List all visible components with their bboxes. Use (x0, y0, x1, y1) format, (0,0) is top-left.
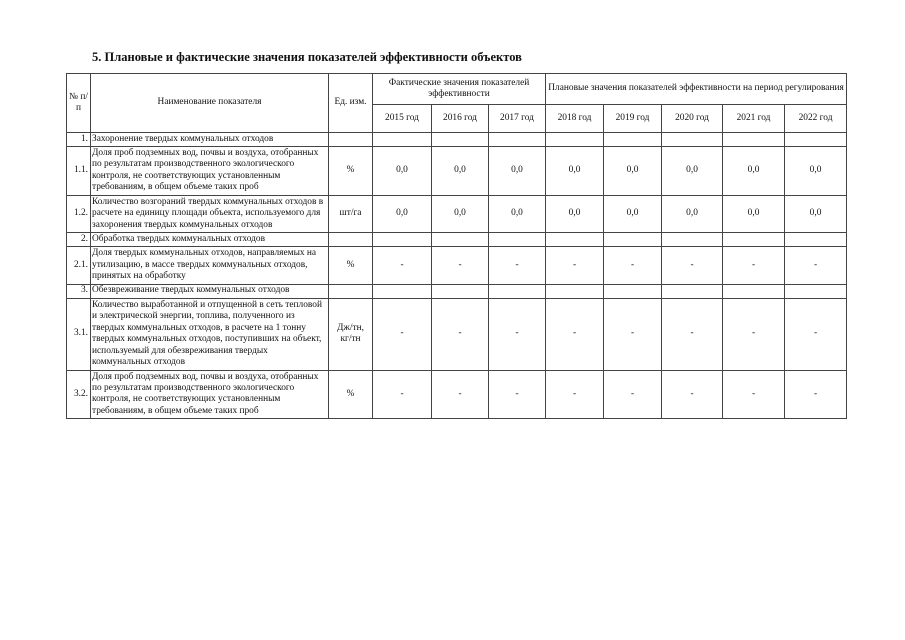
value-cell (546, 233, 604, 247)
value-cell (546, 133, 604, 147)
value-cell: 0,0 (662, 195, 723, 232)
unit-cell: Дж/тн, кг/тн (329, 298, 373, 370)
col-header-year: 2022 год (785, 105, 847, 133)
value-cell: 0,0 (785, 147, 847, 196)
value-cell: 0,0 (604, 195, 662, 232)
table-row (67, 370, 847, 419)
value-cell: - (432, 247, 489, 284)
indicators-table (66, 73, 847, 419)
value-cell: - (373, 247, 432, 284)
value-cell: 0,0 (373, 195, 432, 232)
value-cell: - (785, 370, 847, 419)
value-cell (546, 284, 604, 298)
value-cell (785, 133, 847, 147)
value-cell: - (546, 370, 604, 419)
value-cell: - (373, 298, 432, 370)
value-cell: - (373, 370, 432, 419)
value-cell (373, 233, 432, 247)
section-row (67, 133, 847, 147)
value-cell: 0,0 (723, 195, 785, 232)
section-title: Обезвреживание твердых коммунальных отходов (91, 284, 329, 298)
table-row (67, 247, 847, 284)
value-cell (604, 233, 662, 247)
row-number: 3.2. (67, 370, 91, 419)
value-cell: - (432, 370, 489, 419)
value-cell (662, 133, 723, 147)
section-row (67, 233, 847, 247)
col-header-name: Наименование показателя (91, 74, 329, 133)
value-cell: - (662, 298, 723, 370)
section-title: Обработка твердых коммунальных отходов (91, 233, 329, 247)
value-cell (662, 284, 723, 298)
value-cell: 0,0 (723, 147, 785, 196)
value-cell: 0,0 (489, 147, 546, 196)
value-cell: - (546, 247, 604, 284)
value-cell (785, 233, 847, 247)
value-cell (489, 133, 546, 147)
col-header-year: 2020 год (662, 105, 723, 133)
value-cell: 0,0 (432, 147, 489, 196)
value-cell: - (489, 298, 546, 370)
col-header-year: 2016 год (432, 105, 489, 133)
value-cell (432, 233, 489, 247)
row-number: 3. (67, 284, 91, 298)
value-cell: - (662, 370, 723, 419)
indicator-name: Доля твердых коммунальных отходов, направляемых на утилизацию, в массе твердых коммунальных отходов, принятых на обработку (91, 247, 329, 284)
indicator-name: Доля проб подземных вод, почвы и воздуха, отобранных по результатам производственного экологического контроля, не соответствующих установленным требованиям, в общем объеме таких проб (91, 370, 329, 419)
unit-cell (329, 284, 373, 298)
unit-cell: % (329, 147, 373, 196)
col-header-year: 2015 год (373, 105, 432, 133)
indicator-name: Количество выработанной и отпущенной в сеть тепловой и электрической энергии, топлива, полученного из твердых коммунальных отходов, в расчете на 1 тонну твердых коммунальных отходов, поступивших на объект, используемый для обезвреживания твердых коммунальных отходов (91, 298, 329, 370)
col-header-year: 2017 год (489, 105, 546, 133)
value-cell: - (489, 247, 546, 284)
value-cell: - (546, 298, 604, 370)
unit-cell (329, 233, 373, 247)
section-row (67, 284, 847, 298)
col-header-plan-group: Плановые значения показателей эффективности на период регулирования (546, 74, 847, 105)
indicator-name: Количество возгораний твердых коммунальных отходов в расчете на единицу площади объекта, используемого для захоронения твердых коммунальных отходов (91, 195, 329, 232)
row-number: 1. (67, 133, 91, 147)
indicator-name: Доля проб подземных вод, почвы и воздуха, отобранных по результатам производственного экологического контроля, не соответствующих установленным требованиям, в общем объеме таких проб (91, 147, 329, 196)
value-cell: 0,0 (662, 147, 723, 196)
row-number: 2.1. (67, 247, 91, 284)
value-cell: 0,0 (489, 195, 546, 232)
value-cell: - (662, 247, 723, 284)
table-row (67, 298, 847, 370)
value-cell: - (489, 370, 546, 419)
row-number: 1.2. (67, 195, 91, 232)
col-header-unit: Ед. изм. (329, 74, 373, 133)
unit-cell: % (329, 370, 373, 419)
value-cell (432, 133, 489, 147)
value-cell: 0,0 (546, 195, 604, 232)
value-cell: - (604, 247, 662, 284)
col-header-year: 2018 год (546, 105, 604, 133)
value-cell (723, 233, 785, 247)
value-cell: - (785, 298, 847, 370)
value-cell (432, 284, 489, 298)
value-cell (723, 284, 785, 298)
table-row (67, 195, 847, 232)
value-cell: 0,0 (604, 147, 662, 196)
value-cell (373, 133, 432, 147)
value-cell: - (785, 247, 847, 284)
value-cell (723, 133, 785, 147)
col-header-year: 2021 год (723, 105, 785, 133)
value-cell (373, 284, 432, 298)
value-cell (489, 284, 546, 298)
value-cell: 0,0 (785, 195, 847, 232)
value-cell: - (723, 298, 785, 370)
value-cell: 0,0 (432, 195, 489, 232)
row-number: 3.1. (67, 298, 91, 370)
page-heading: 5. Плановые и фактические значения показателей эффективности объектов (92, 50, 522, 64)
value-cell: - (723, 247, 785, 284)
value-cell: 0,0 (546, 147, 604, 196)
row-number: 2. (67, 233, 91, 247)
value-cell (604, 284, 662, 298)
value-cell: 0,0 (373, 147, 432, 196)
col-header-num: № п/п (67, 74, 91, 133)
row-number: 1.1. (67, 147, 91, 196)
value-cell: - (432, 298, 489, 370)
table-row (67, 147, 847, 196)
unit-cell (329, 133, 373, 147)
col-header-year: 2019 год (604, 105, 662, 133)
value-cell: - (604, 370, 662, 419)
value-cell (662, 233, 723, 247)
value-cell (489, 233, 546, 247)
unit-cell: % (329, 247, 373, 284)
value-cell (785, 284, 847, 298)
unit-cell: шт/га (329, 195, 373, 232)
value-cell: - (723, 370, 785, 419)
value-cell: - (604, 298, 662, 370)
section-title: Захоронение твердых коммунальных отходов (91, 133, 329, 147)
col-header-fact-group: Фактические значения показателей эффективности (373, 74, 546, 105)
value-cell (604, 133, 662, 147)
